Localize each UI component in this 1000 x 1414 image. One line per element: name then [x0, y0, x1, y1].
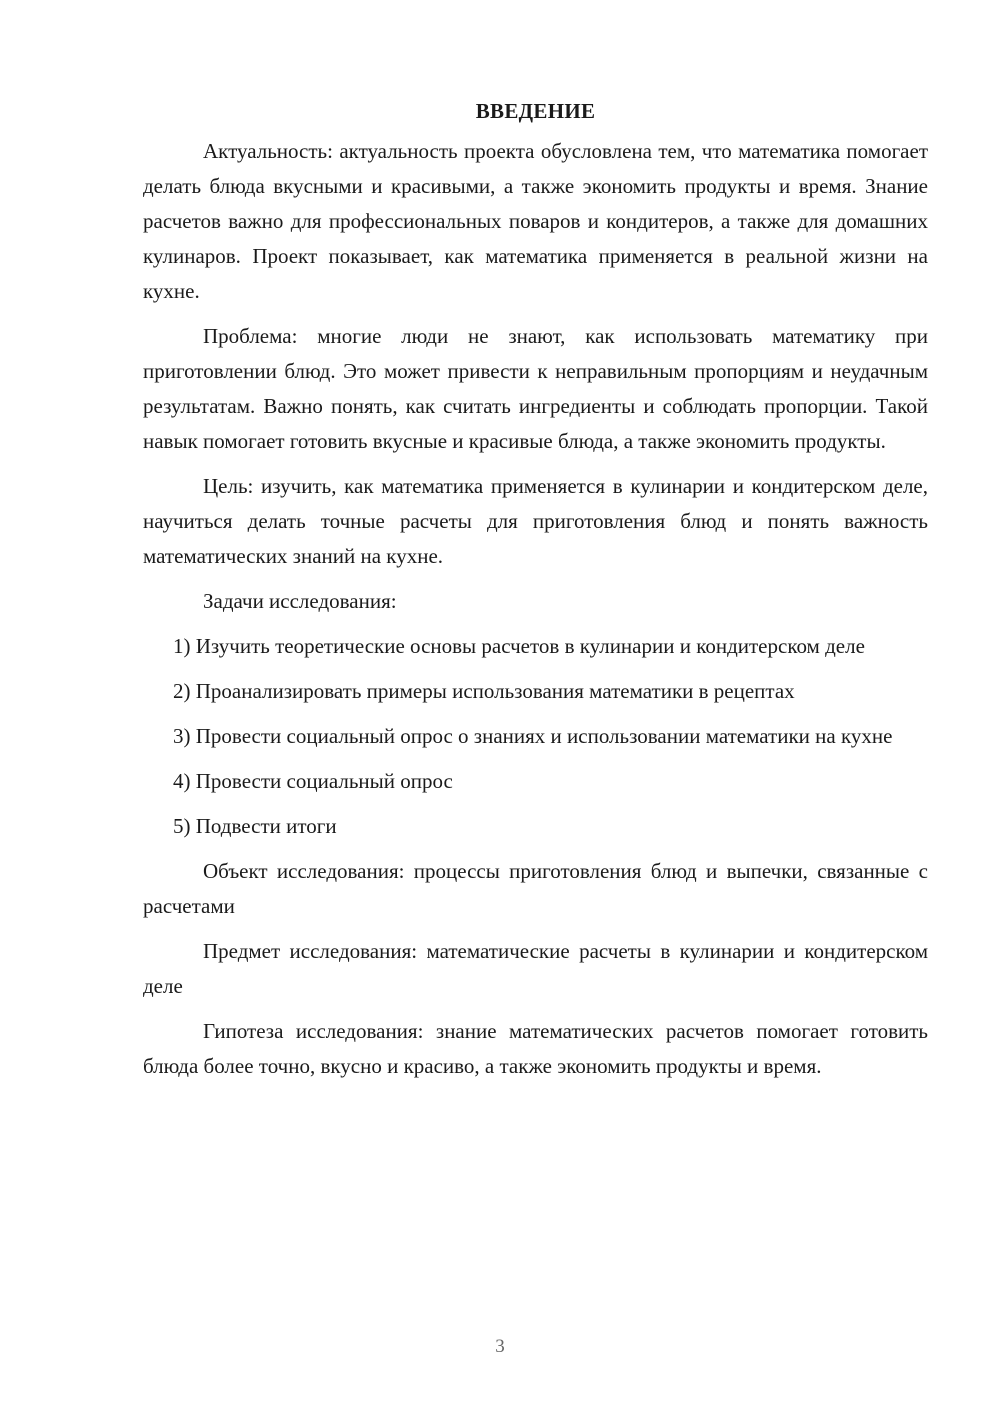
paragraph-object: Объект исследования: процессы приготовления блюд и выпечки, связанные с расчетами	[143, 859, 928, 918]
paragraph-goal: Цель: изучить, как математика применяется в кулинарии и кондитерском деле, научиться делать точные расчеты для приготовления блюд и понять важность математических знаний на кухне.	[143, 474, 928, 568]
task-list-item-4: 4) Провести социальный опрос	[173, 769, 453, 793]
section-title: ВВЕДЕНИЕ	[475, 99, 596, 123]
task-list-item-3: 3) Провести социальный опрос о знаниях и использовании математики на кухне	[173, 724, 893, 748]
paragraph-relevance: Актуальность: актуальность проекта обусловлена тем, что математика помогает делать блюда вкусными и красивыми, а также экономить продукты и время. Знание расчетов важно для профессиональных поваров и кондитеров, а также для домашних кулинаров. Проект показывает, как математика применяется в реальной жизни на кухне.	[143, 139, 928, 303]
task-list-item-2: 2) Проанализировать примеры использования математики в рецептах	[173, 679, 795, 703]
page-number: 3	[495, 1336, 505, 1357]
paragraph-tasks-heading: Задачи исследования:	[203, 589, 397, 613]
paragraph-subject: Предмет исследования: математические расчеты в кулинарии и кондитерском деле	[143, 939, 928, 998]
paragraph-hypothesis: Гипотеза исследования: знание математических расчетов помогает готовить блюда более точно, вкусно и красиво, а также экономить продукты и время.	[143, 1019, 928, 1078]
task-list-item-1: 1) Изучить теоретические основы расчетов в кулинарии и кондитерском деле	[173, 634, 865, 658]
page-content	[143, 97, 928, 1094]
paragraph-problem: Проблема: многие люди не знают, как использовать математику при приготовлении блюд. Это может привести к неправильным пропорциям и неудачным результатам. Важно понять, как считать ингредиенты и соблюдать пропорции. Такой навык помогает готовить вкусные и красивые блюда, а также экономить продукты.	[143, 324, 928, 453]
task-list-item-5: 5) Подвести итоги	[173, 814, 337, 838]
